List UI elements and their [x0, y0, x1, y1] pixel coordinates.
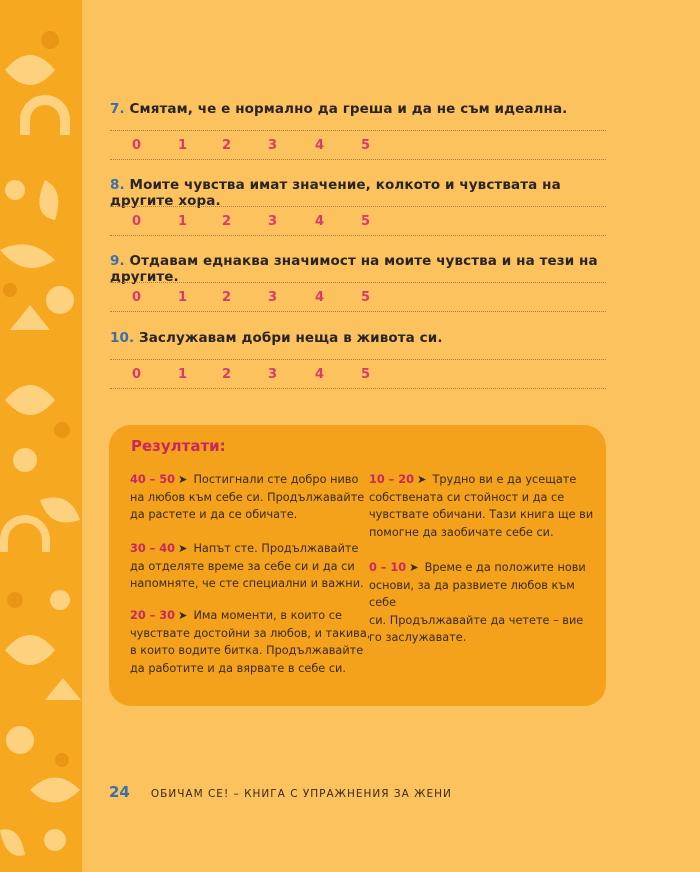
question-label: Смятам, че е нормално да греша и да не съм идеална. — [129, 101, 568, 117]
scale-value[interactable]: 5 — [361, 214, 371, 229]
scale-value[interactable]: 0 — [132, 367, 142, 382]
question-label: Моите чувства имат значение, колкото и чувствата на другите хора. — [110, 177, 561, 209]
question-text — [110, 253, 610, 285]
question-text — [110, 177, 610, 209]
question-text — [110, 101, 610, 117]
result-line: в които водите битка. Продължавайте — [130, 644, 364, 657]
scale-value[interactable]: 4 — [315, 290, 325, 305]
scale-value[interactable]: 4 — [315, 214, 325, 229]
scale-value[interactable]: 1 — [178, 138, 188, 153]
result-range: 40 – 50 — [130, 473, 175, 486]
result-0-10 — [369, 559, 599, 647]
scale-value[interactable]: 2 — [222, 214, 232, 229]
decorative-pattern-strip — [0, 0, 82, 872]
result-20-30 — [130, 607, 375, 677]
scale-value[interactable]: 2 — [222, 290, 232, 305]
result-line: го заслужавате. — [369, 631, 467, 644]
result-range: 30 – 40 — [130, 542, 175, 555]
result-line: Има моменти, в които се — [193, 609, 342, 622]
question-10 — [110, 330, 610, 346]
scale-value[interactable]: 3 — [268, 214, 278, 229]
scale-value[interactable]: 4 — [315, 367, 325, 382]
result-range: 10 – 20 — [369, 473, 414, 486]
results-title: Резултати: — [131, 437, 226, 455]
scale-value[interactable]: 3 — [268, 290, 278, 305]
result-range: 0 – 10 — [369, 561, 407, 574]
scale-value[interactable]: 1 — [178, 214, 188, 229]
result-line: да отделяте време за себе си и да си — [130, 559, 355, 573]
result-line: да растете и да се обичате. — [130, 508, 298, 521]
scale-value[interactable]: 1 — [178, 290, 188, 305]
result-line: си. Продължавайте да четете – вие — [369, 613, 584, 627]
result-line: Трудно ви е да усещате — [432, 473, 577, 486]
question-number: 9. — [110, 253, 125, 269]
question-7 — [110, 101, 610, 117]
question-text — [110, 330, 610, 346]
arrow-icon: ➤ — [177, 609, 188, 622]
question-8 — [110, 177, 610, 209]
result-line: Постигнали сте добро ниво — [193, 473, 359, 486]
scale-value[interactable]: 0 — [132, 290, 142, 305]
page-footer — [109, 783, 452, 801]
scale-value[interactable]: 5 — [361, 367, 371, 382]
result-line: чувствате достойни за любов, и такива, — [130, 626, 371, 640]
scale-value[interactable]: 5 — [361, 290, 371, 305]
question-label: Заслужавам добри неща в живота си. — [139, 330, 443, 346]
book-title: ОБИЧАМ СЕ! – КНИГА С УПРАЖНЕНИЯ ЗА ЖЕНИ — [150, 788, 452, 800]
result-line: собствената си стойност и да се — [369, 490, 565, 504]
question-number: 8. — [110, 177, 125, 193]
arrow-icon: ➤ — [409, 561, 419, 574]
result-line: помогне да заобичате себе си. — [369, 525, 554, 539]
scale-value[interactable]: 5 — [361, 138, 371, 153]
scale-value[interactable]: 1 — [178, 367, 188, 382]
result-line: напомняте, че сте специални и важни. — [130, 577, 364, 590]
result-10-20 — [369, 471, 599, 541]
result-line: на любов към себе си. Продължавайте — [130, 490, 365, 504]
scale-value[interactable]: 0 — [132, 214, 142, 229]
scale-value[interactable]: 2 — [222, 138, 232, 153]
question-9 — [110, 253, 610, 285]
question-number: 10. — [110, 330, 135, 346]
question-label: Отдавам еднаква значимост на моите чувства и на тези на другите. — [110, 253, 598, 285]
page-number: 24 — [109, 783, 130, 801]
scale-value[interactable]: 3 — [268, 367, 278, 382]
scale-value[interactable]: 0 — [132, 138, 142, 153]
arrow-icon: ➤ — [177, 542, 188, 555]
result-line: да работите и да вярвате в себе си. — [130, 661, 346, 675]
question-number: 7. — [110, 101, 125, 117]
arrow-icon: ➤ — [416, 473, 427, 486]
scale-value[interactable]: 3 — [268, 138, 278, 153]
result-line: основи, за да развиете любов към себе — [369, 578, 575, 609]
result-30-40 — [130, 540, 375, 593]
result-line: чувствате обичани. Тази книга ще ви — [369, 508, 594, 521]
result-range: 20 – 30 — [130, 609, 175, 622]
scale-value[interactable]: 4 — [315, 138, 325, 153]
arrow-icon: ➤ — [177, 473, 188, 486]
result-40-50 — [130, 471, 375, 524]
leaf-pattern-icon — [0, 0, 82, 872]
scale-value[interactable]: 2 — [222, 367, 232, 382]
result-line: Време е да положите нови — [424, 561, 586, 574]
result-line: Напът сте. Продължавайте — [193, 542, 359, 555]
results-panel — [109, 425, 606, 706]
